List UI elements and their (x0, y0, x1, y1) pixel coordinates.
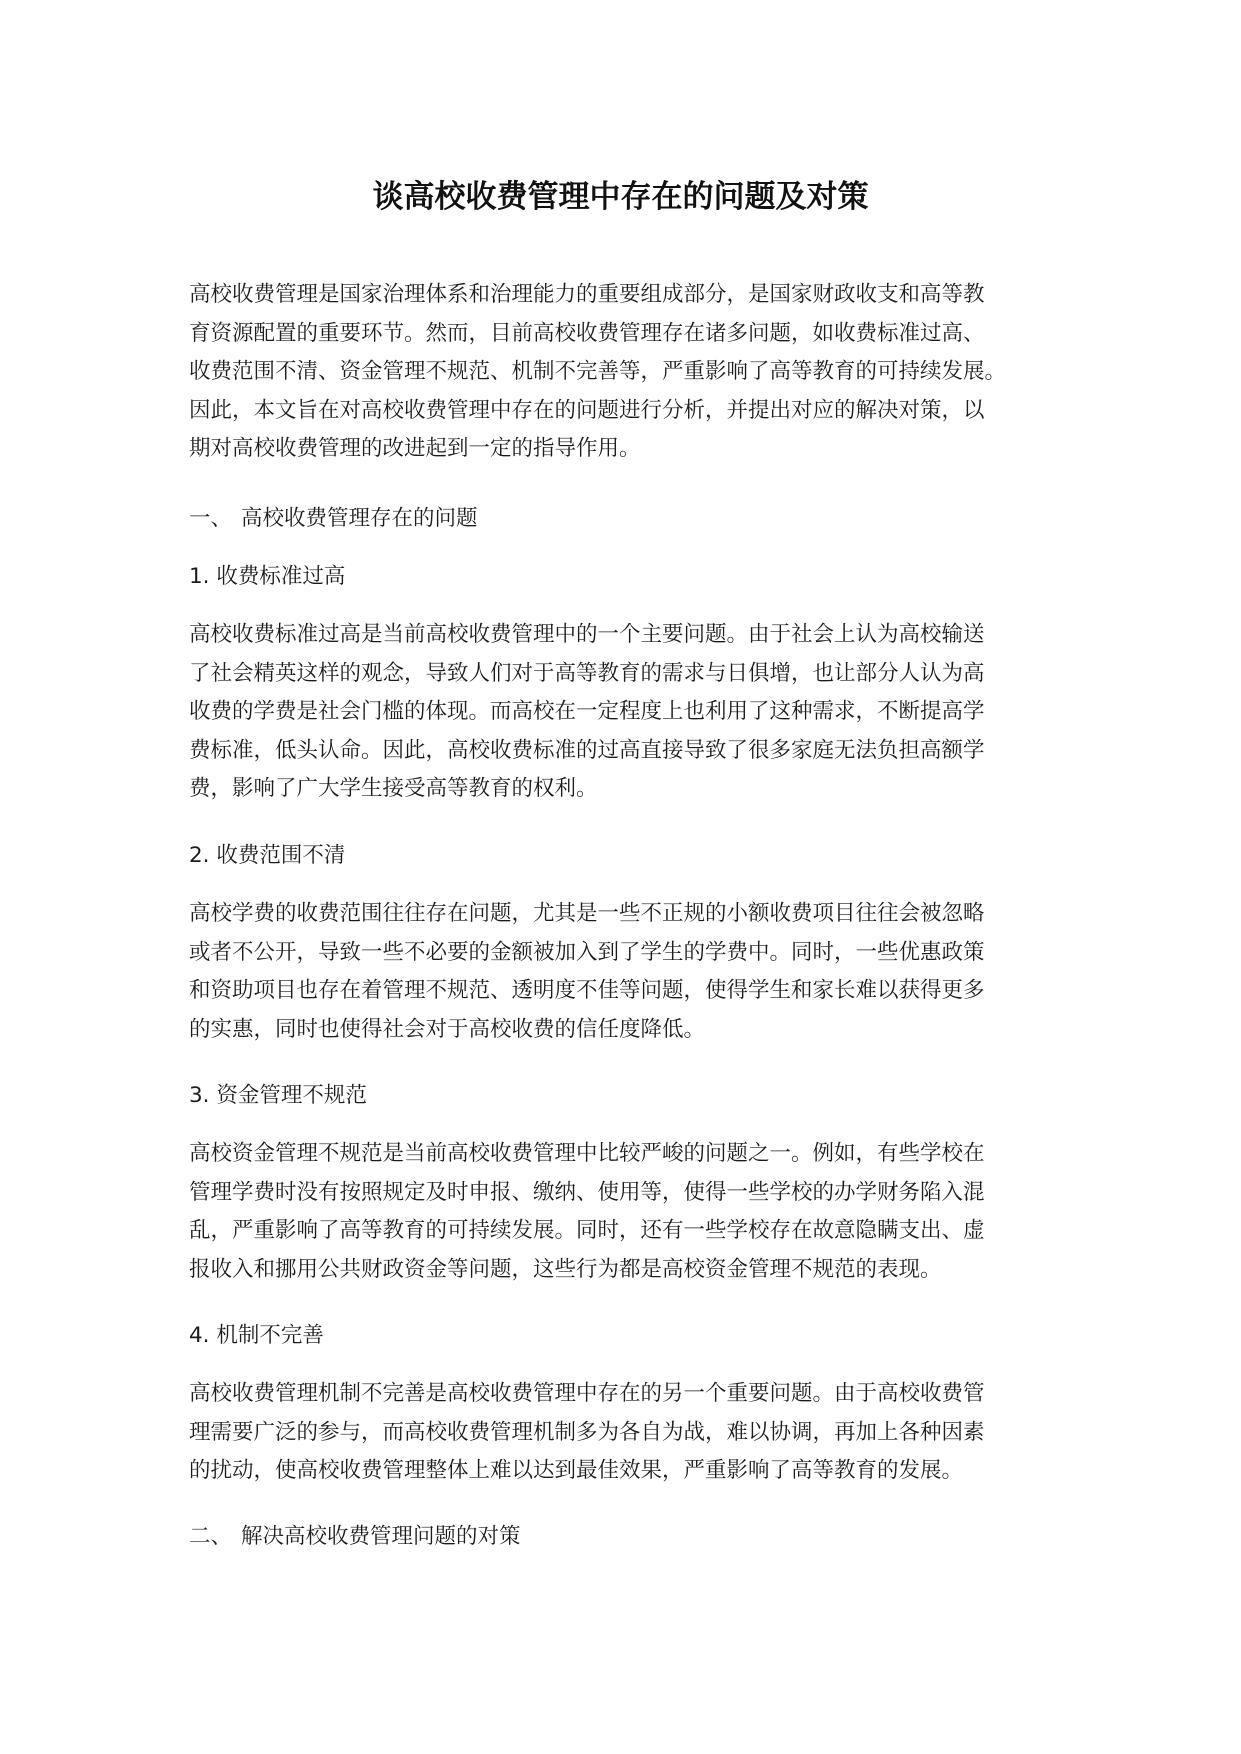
intro-paragraph (189, 276, 1006, 469)
section-label: 高校收费管理存在的问题 (241, 506, 478, 531)
subsection-paragraph-3 (189, 1135, 985, 1289)
subsection-paragraph-4 (189, 1375, 985, 1491)
section-heading-solutions (189, 1518, 521, 1556)
paragraph-line: 管理学费时没有按照规定及时申报、缴纳、使用等，使得一些学校的办学财务陷入混 (189, 1179, 985, 1205)
paragraph-line: 高校收费管理机制不完善是高校收费管理中存在的另一个重要问题。由于高校收费管 (189, 1381, 985, 1406)
paragraph-line: 收费范围不清、资金管理不规范、机制不完善等，严重影响了高等教育的可持续发展。 (189, 359, 1007, 384)
document-title: 谈高校收费管理中存在的问题及对策 (372, 179, 869, 215)
subsection-heading-1: 1. 收费标准过高 (189, 564, 346, 589)
subsection-heading-3: 3. 资金管理不规范 (189, 1083, 367, 1108)
paragraph-line: 报收入和挪用公共财政资金等问题，这些行为都是高校资金管理不规范的表现。 (189, 1256, 942, 1282)
paragraph-line: 高校收费标准过高是当前高校收费管理中的一个主要问题。由于社会上认为高校输送 (189, 622, 985, 647)
paragraph-line: 和资助项目也存在着管理不规范、透明度不佳等问题，使得学生和家长难以获得更多 (189, 978, 985, 1003)
paragraph-line: 的扰动，使高校收费管理整体上难以达到最佳效果，严重影响了高等教育的发展。 (189, 1458, 964, 1483)
section-label: 解决高校收费管理问题的对策 (241, 1524, 521, 1549)
paragraph-line: 期对高校收费管理的改进起到一定的指导作用。 (189, 436, 641, 461)
paragraph-line: 或者不公开，导致一些不必要的金额被加入到了学生的学费中。同时，一些优惠政策 (189, 939, 985, 965)
subsection-paragraph-1 (189, 616, 985, 809)
paragraph-line: 因此，本文旨在对高校收费管理中存在的问题进行分析，并提出对应的解决对策，以 (189, 397, 985, 423)
paragraph-line: 育资源配置的重要环节。然而，目前高校收费管理存在诸多问题，如收费标准过高、 (189, 320, 985, 346)
paragraph-line: 了社会精英这样的观念，导致人们对于高等教育的需求与日俱增，也让部分人认为高 (189, 660, 985, 686)
section-number: 二、 (189, 1524, 233, 1549)
section-heading-problems (189, 500, 478, 538)
subsection-paragraph-2 (189, 895, 985, 1049)
paragraph-line: 高校学费的收费范围往往存在问题，尤其是一些不正规的小额收费项目往往会被忽略 (189, 901, 985, 926)
subsection-heading-4: 4. 机制不完善 (189, 1323, 324, 1348)
subsection-heading-2: 2. 收费范围不清 (189, 843, 346, 868)
section-number: 一、 (189, 506, 233, 531)
paragraph-line: 高校收费管理是国家治理体系和治理能力的重要组成部分，是国家财政收支和高等教 (189, 282, 985, 307)
paragraph-line: 乱，严重影响了高等教育的可持续发展。同时，还有一些学校存在故意隐瞒支出、虚 (189, 1218, 985, 1243)
paragraph-line: 费标准，低头认命。因此，高校收费标准的过高直接导致了很多家庭无法负担高额学 (189, 737, 985, 763)
paragraph-line: 费，影响了广大学生接受高等教育的权利。 (189, 776, 598, 801)
paragraph-line: 的实惠，同时也使得社会对于高校收费的信任度降低。 (189, 1016, 706, 1042)
paragraph-line: 理需要广泛的参与，而高校收费管理机制多为各自为战，难以协调，再加上各种因素 (189, 1419, 985, 1445)
paragraph-line: 高校资金管理不规范是当前高校收费管理中比较严峻的问题之一。例如，有些学校在 (189, 1141, 985, 1166)
paragraph-line: 收费的学费是社会门槛的体现。而高校在一定程度上也利用了这种需求，不断提高学 (189, 699, 985, 724)
